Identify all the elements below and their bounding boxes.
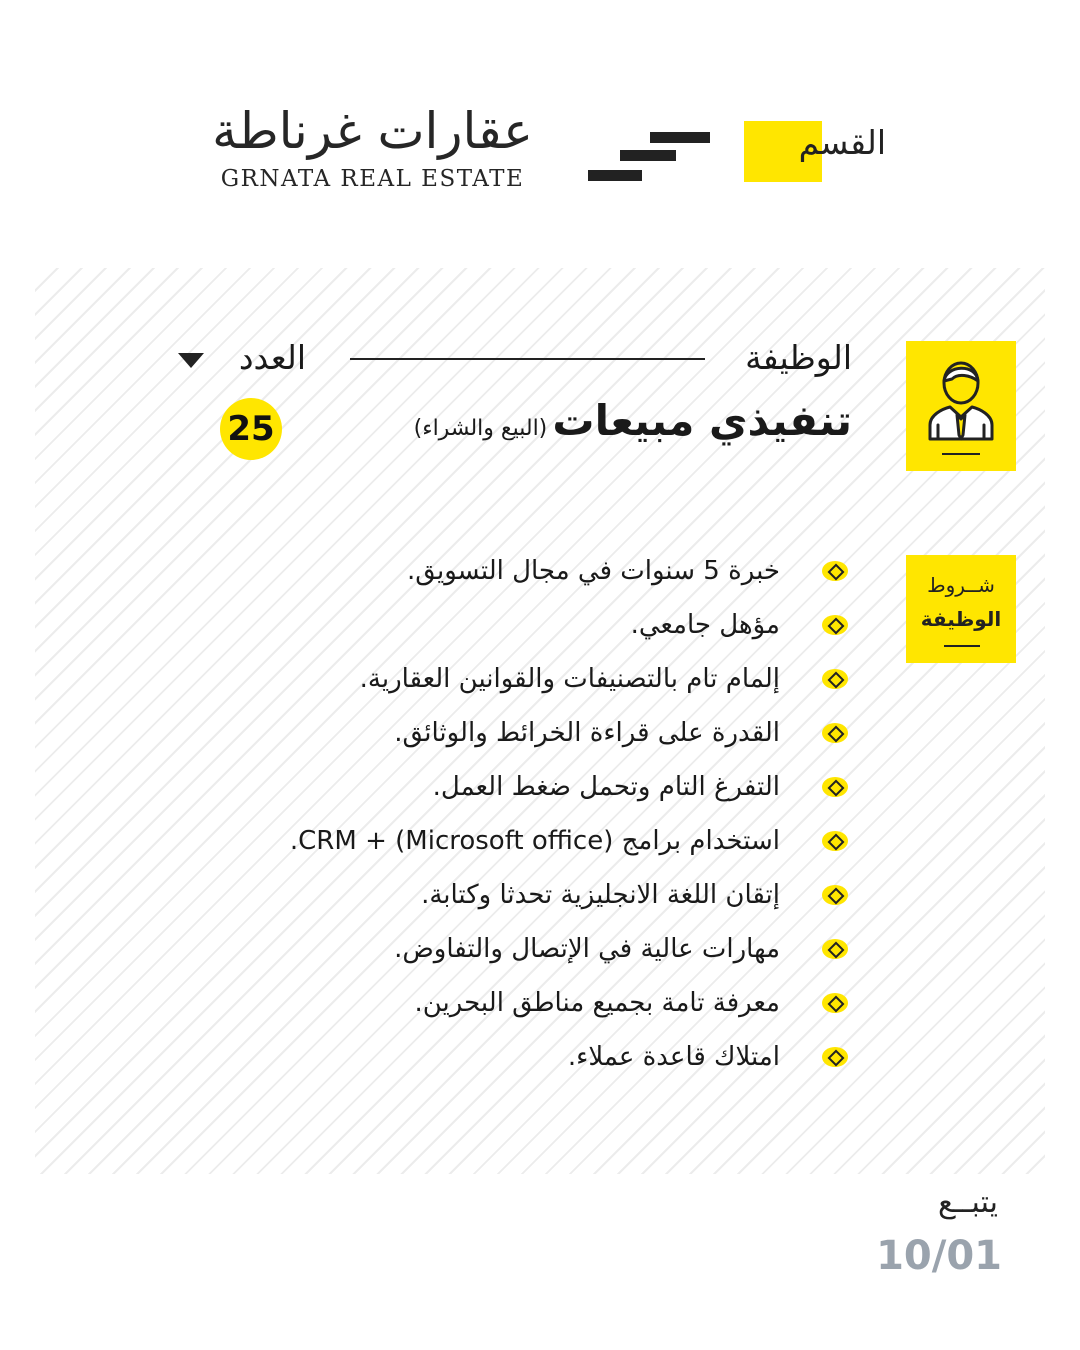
requirement-text: إتقان اللغة الانجليزية تحدثا وكتابة. [421,880,780,910]
count-value: 25 [227,409,275,449]
requirement-text: إلمام تام بالتصنيفات والقوانين العقارية. [359,664,780,694]
job-title [350,392,852,458]
requirement-text: مؤهل جامعي. [630,610,780,640]
requirements-list [250,543,862,1083]
diamond-bullet-icon [822,831,848,851]
requirements-heading-line2: الوظيفة [920,607,1002,631]
list-item [250,759,862,813]
list-item [250,813,862,867]
job-title-subtitle: (البيع والشراء) [413,416,548,441]
job-label-divider [350,358,705,360]
requirements-heading-line1: شــروط [927,573,995,597]
requirements-card [906,555,1016,663]
requirement-text: خبرة 5 سنوات في مجال التسويق. [407,556,780,586]
diamond-bullet-icon [822,669,848,689]
list-item [250,921,862,975]
follow-label: يتبــع [938,1185,998,1220]
requirement-text: التفرغ التام وتحمل ضغط العمل. [432,772,780,802]
requirement-text: استخدام برامج (Microsoft office) + CRM. [289,826,780,856]
diamond-bullet-icon [822,885,848,905]
list-item [250,975,862,1029]
count-label: العدد [238,338,306,377]
list-item [250,867,862,921]
list-item [250,597,862,651]
job-icon-card [906,341,1016,471]
job-title-main: تنفيذي مبيعات [552,396,852,445]
job-label: الوظيفة [745,338,852,377]
employee-icon [924,355,998,447]
diamond-bullet-icon [822,939,848,959]
logo-arabic: عقارات غرناطة [212,102,533,160]
logo-english: GRNATA REAL ESTATE [220,166,525,192]
requirement-text: معرفة تامة بجميع مناطق البحرين. [414,988,780,1018]
section-label: القسم [798,123,886,162]
requirement-text: القدرة على قراءة الخرائط والوثائق. [394,718,780,748]
requirement-text: مهارات عالية في الإتصال والتفاوض. [394,934,780,964]
diamond-bullet-icon [822,561,848,581]
page-number: 10/01 [876,1233,1002,1279]
list-item [250,1029,862,1083]
diamond-bullet-icon [822,777,848,797]
requirement-text: امتلاك قاعدة عملاء. [567,1042,780,1072]
caret-down-icon [178,353,204,368]
diamond-bullet-icon [822,993,848,1013]
list-item [250,543,862,597]
diamond-bullet-icon [822,615,848,635]
diamond-bullet-icon [822,1047,848,1067]
logo-bars-icon [584,128,714,186]
list-item [250,651,862,705]
list-item [250,705,862,759]
diamond-bullet-icon [822,723,848,743]
